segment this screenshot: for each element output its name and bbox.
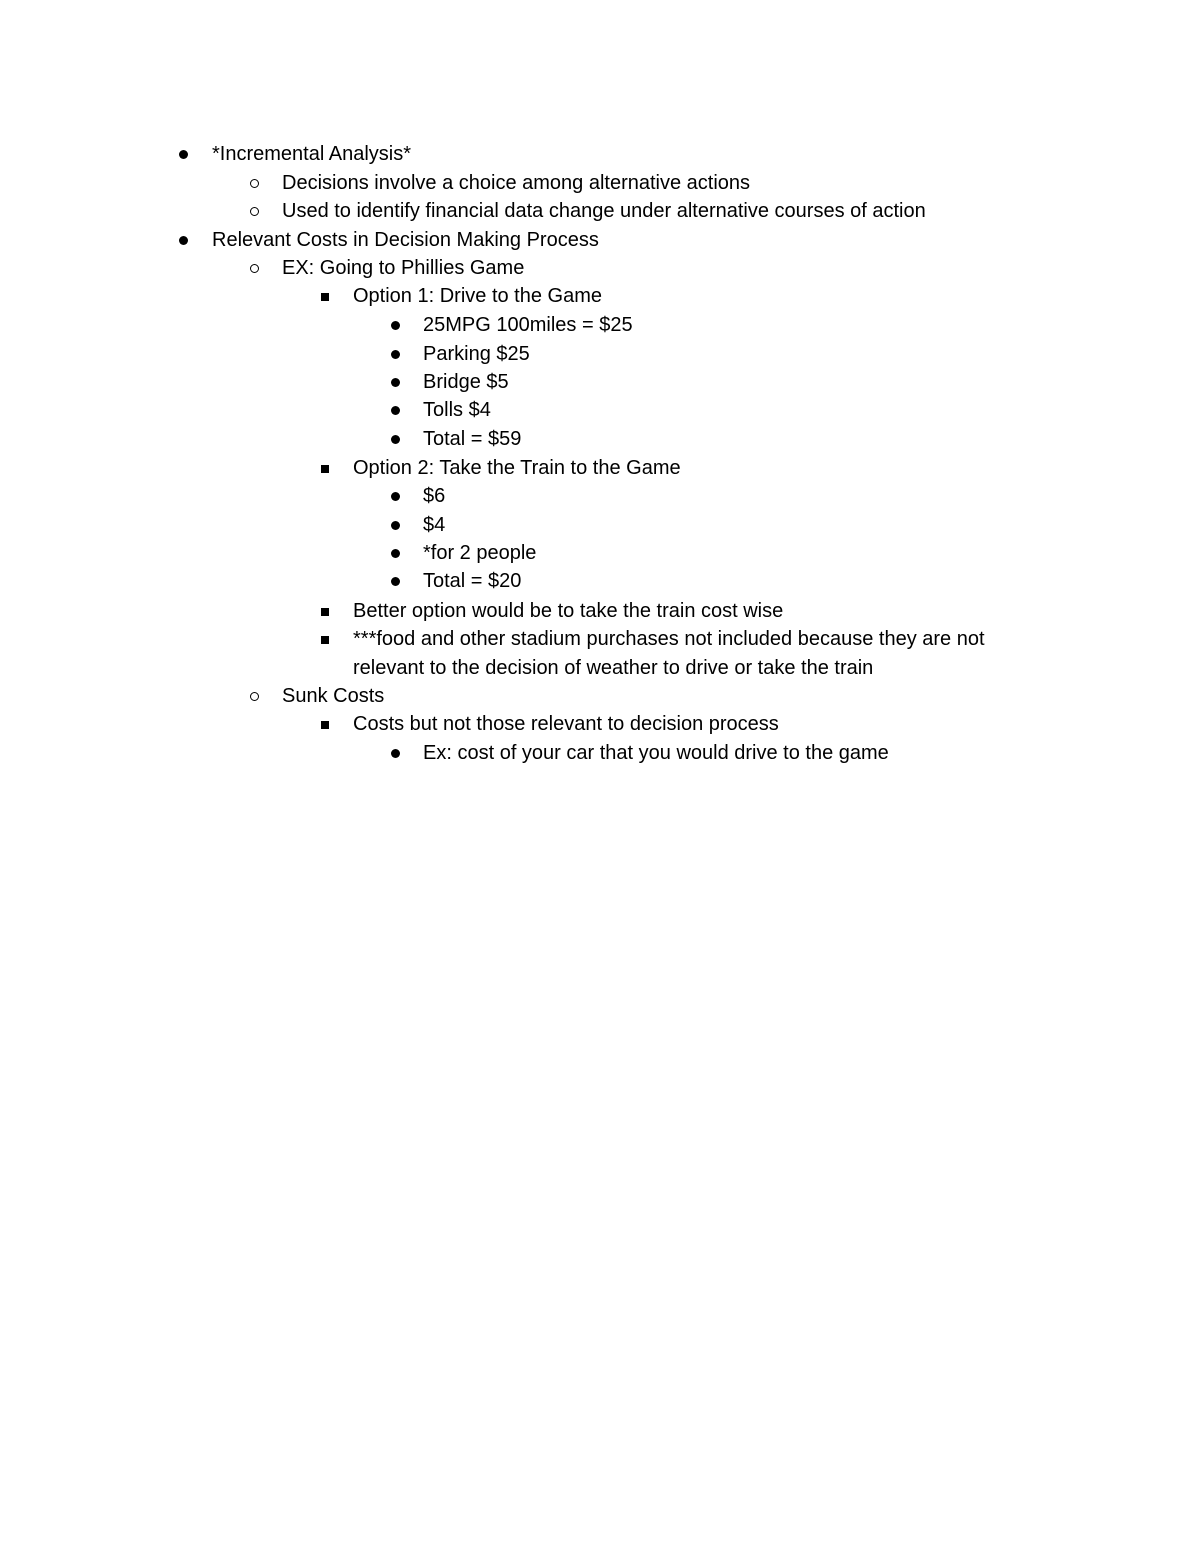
cost-item: 25MPG 100miles = $25 (423, 314, 633, 336)
list-item (0, 511, 1200, 539)
bullet-disc-icon (389, 368, 403, 396)
list-item-conclusion (0, 597, 1200, 625)
bullet-disc-icon (389, 739, 403, 767)
bullet-square-icon (318, 597, 332, 625)
sunk-costs-definition: Costs but not those relevant to decision process (353, 713, 779, 735)
bullet-disc-icon (389, 482, 403, 510)
list-item-note (0, 625, 1200, 653)
cost-item: Bridge $5 (423, 371, 509, 393)
cost-total: Total = $59 (423, 428, 522, 450)
list-item-incremental-analysis (0, 140, 1200, 168)
bullet-circle-icon (248, 254, 262, 282)
list-item (0, 539, 1200, 567)
bullet-circle-icon (248, 169, 262, 197)
list-item-sunk-example (0, 739, 1200, 767)
list-item (0, 425, 1200, 453)
list-item-relevant-costs (0, 226, 1200, 254)
list-item-option-2 (0, 454, 1200, 482)
list-item-text: Decisions involve a choice among alternative actions (282, 172, 751, 194)
cost-total: Total = $20 (423, 570, 522, 592)
conclusion-text: Better option would be to take the train cost wise (353, 600, 784, 622)
list-item (0, 482, 1200, 510)
bullet-disc-icon (389, 539, 403, 567)
cost-item: $4 (423, 514, 446, 536)
bullet-square-icon (318, 282, 332, 310)
list-item (0, 368, 1200, 396)
list-item-sunk-costs (0, 682, 1200, 710)
bullet-disc-icon (177, 140, 191, 168)
cost-item: Parking $25 (423, 343, 530, 365)
heading-incremental-analysis: *Incremental Analysis* (212, 143, 411, 165)
option-2-label: Option 2: Take the Train to the Game (353, 457, 681, 479)
note-text-line-2: relevant to the decision of weather to drive or take the train (353, 657, 874, 679)
list-item (0, 311, 1200, 339)
bullet-disc-icon (389, 425, 403, 453)
option-1-label: Option 1: Drive to the Game (353, 285, 603, 307)
list-item (0, 169, 1200, 197)
list-item-sunk-definition (0, 710, 1200, 738)
bullet-circle-icon (248, 682, 262, 710)
list-item (0, 567, 1200, 595)
list-item-text: Used to identify financial data change under alternative courses of action (282, 200, 926, 222)
bullet-square-icon (318, 625, 332, 653)
cost-item: Tolls $4 (423, 399, 491, 421)
list-item (0, 197, 1200, 225)
bullet-circle-icon (248, 197, 262, 225)
sunk-costs-example: Ex: cost of your car that you would drive to the game (423, 742, 889, 764)
list-item-example (0, 254, 1200, 282)
bullet-disc-icon (389, 396, 403, 424)
note-text-line-1: ***food and other stadium purchases not included because they are not (353, 628, 985, 650)
list-item (0, 340, 1200, 368)
bullet-disc-icon (389, 311, 403, 339)
bullet-disc-icon (389, 340, 403, 368)
bullet-square-icon (318, 454, 332, 482)
list-item-note-continuation (0, 654, 1200, 682)
cost-item: $6 (423, 485, 446, 507)
list-item (0, 396, 1200, 424)
bullet-disc-icon (389, 511, 403, 539)
bullet-disc-icon (389, 567, 403, 595)
example-label: EX: Going to Phillies Game (282, 257, 525, 279)
sunk-costs-label: Sunk Costs (282, 685, 385, 707)
bullet-square-icon (318, 710, 332, 738)
heading-relevant-costs: Relevant Costs in Decision Making Process (212, 229, 599, 251)
bullet-disc-icon (177, 226, 191, 254)
cost-item: *for 2 people (423, 542, 537, 564)
list-item-option-1 (0, 282, 1200, 310)
